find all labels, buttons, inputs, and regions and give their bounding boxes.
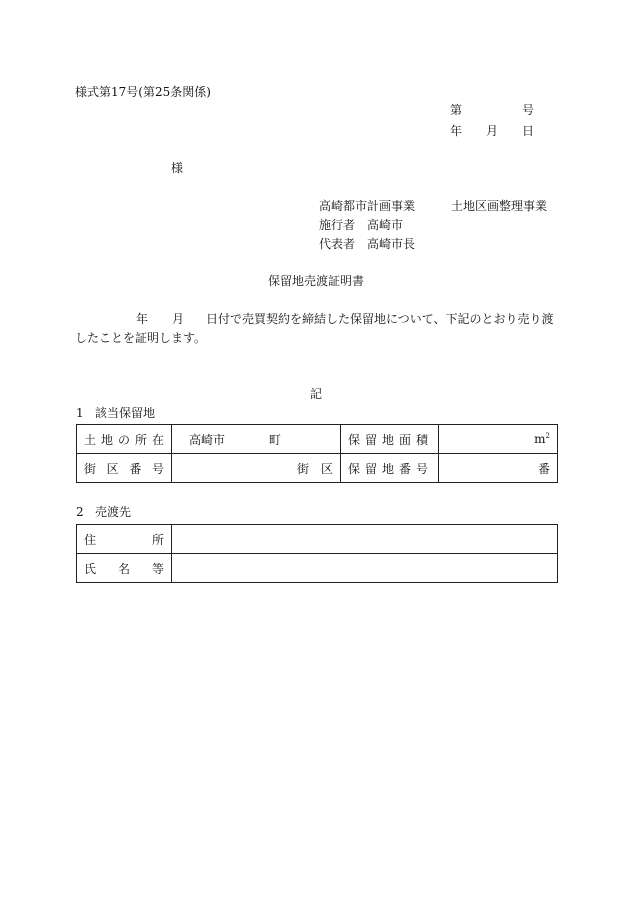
section2-heading: 売渡先 — [95, 505, 132, 519]
area-value-cell[interactable] — [439, 425, 558, 454]
location-label: 土 地 の 所 在 — [84, 432, 164, 447]
location-town-suffix: 町 — [268, 432, 281, 447]
body-text-line2: したことを証明します。 — [75, 331, 207, 345]
lot-label: 保 留 地 番 号 — [348, 461, 428, 476]
address-label: 住 所 — [84, 532, 164, 547]
issuer-project-type: 土地区画整理事業 — [451, 199, 548, 213]
location-city: 高崎市 — [189, 432, 226, 447]
issuer-representative: 高崎市長 — [367, 237, 416, 251]
body-text-line1: 日付で売買契約を締結した保留地について、下記のとおり売り渡 — [206, 312, 554, 326]
doc-number-dai: 第 — [450, 103, 463, 117]
table-row — [77, 425, 558, 454]
area-label-cell — [341, 425, 439, 454]
location-label-cell — [77, 425, 172, 454]
lot-label-cell — [341, 454, 439, 483]
table-row — [77, 454, 558, 483]
location-value-cell[interactable] — [172, 425, 341, 454]
issuer-executor: 高崎市 — [367, 218, 404, 232]
issuer-representative-label: 代表者 — [319, 237, 356, 251]
block-unit: 街 区 — [296, 461, 333, 476]
table-row — [77, 525, 558, 554]
area-unit: m — [534, 432, 546, 446]
addressee-suffix: 様 — [171, 161, 184, 175]
date-year: 年 — [450, 124, 463, 138]
reserved-land-table — [76, 424, 558, 483]
block-value-cell[interactable] — [172, 454, 341, 483]
address-value-cell[interactable] — [172, 525, 558, 554]
issuer-project: 高崎都市計画事業 — [319, 199, 416, 213]
block-label: 街 区 番 号 — [84, 461, 164, 476]
table-row — [77, 554, 558, 583]
address-label-cell — [77, 525, 172, 554]
section2-number: 2 — [76, 505, 84, 519]
body-year: 年 — [136, 312, 149, 326]
body-month: 月 — [172, 312, 185, 326]
date-day: 日 — [522, 124, 535, 138]
section1-number: 1 — [76, 406, 84, 420]
form-label: 様式第17号(第25条関係) — [75, 85, 211, 99]
name-label-cell — [77, 554, 172, 583]
name-value-cell[interactable] — [172, 554, 558, 583]
document-title: 保留地売渡証明書 — [268, 274, 365, 288]
doc-number-go: 号 — [522, 103, 535, 117]
lot-unit: 番 — [537, 461, 550, 476]
purchaser-table — [76, 524, 558, 583]
name-label: 氏 名 等 — [84, 561, 164, 576]
ki-heading: 記 — [310, 387, 323, 401]
area-label: 保 留 地 面 積 — [348, 432, 428, 447]
block-label-cell — [77, 454, 172, 483]
issuer-executor-label: 施行者 — [319, 218, 356, 232]
lot-value-cell[interactable] — [439, 454, 558, 483]
section1-heading: 該当保留地 — [95, 406, 156, 420]
area-unit-superscript: 2 — [545, 432, 550, 440]
date-month: 月 — [486, 124, 499, 138]
